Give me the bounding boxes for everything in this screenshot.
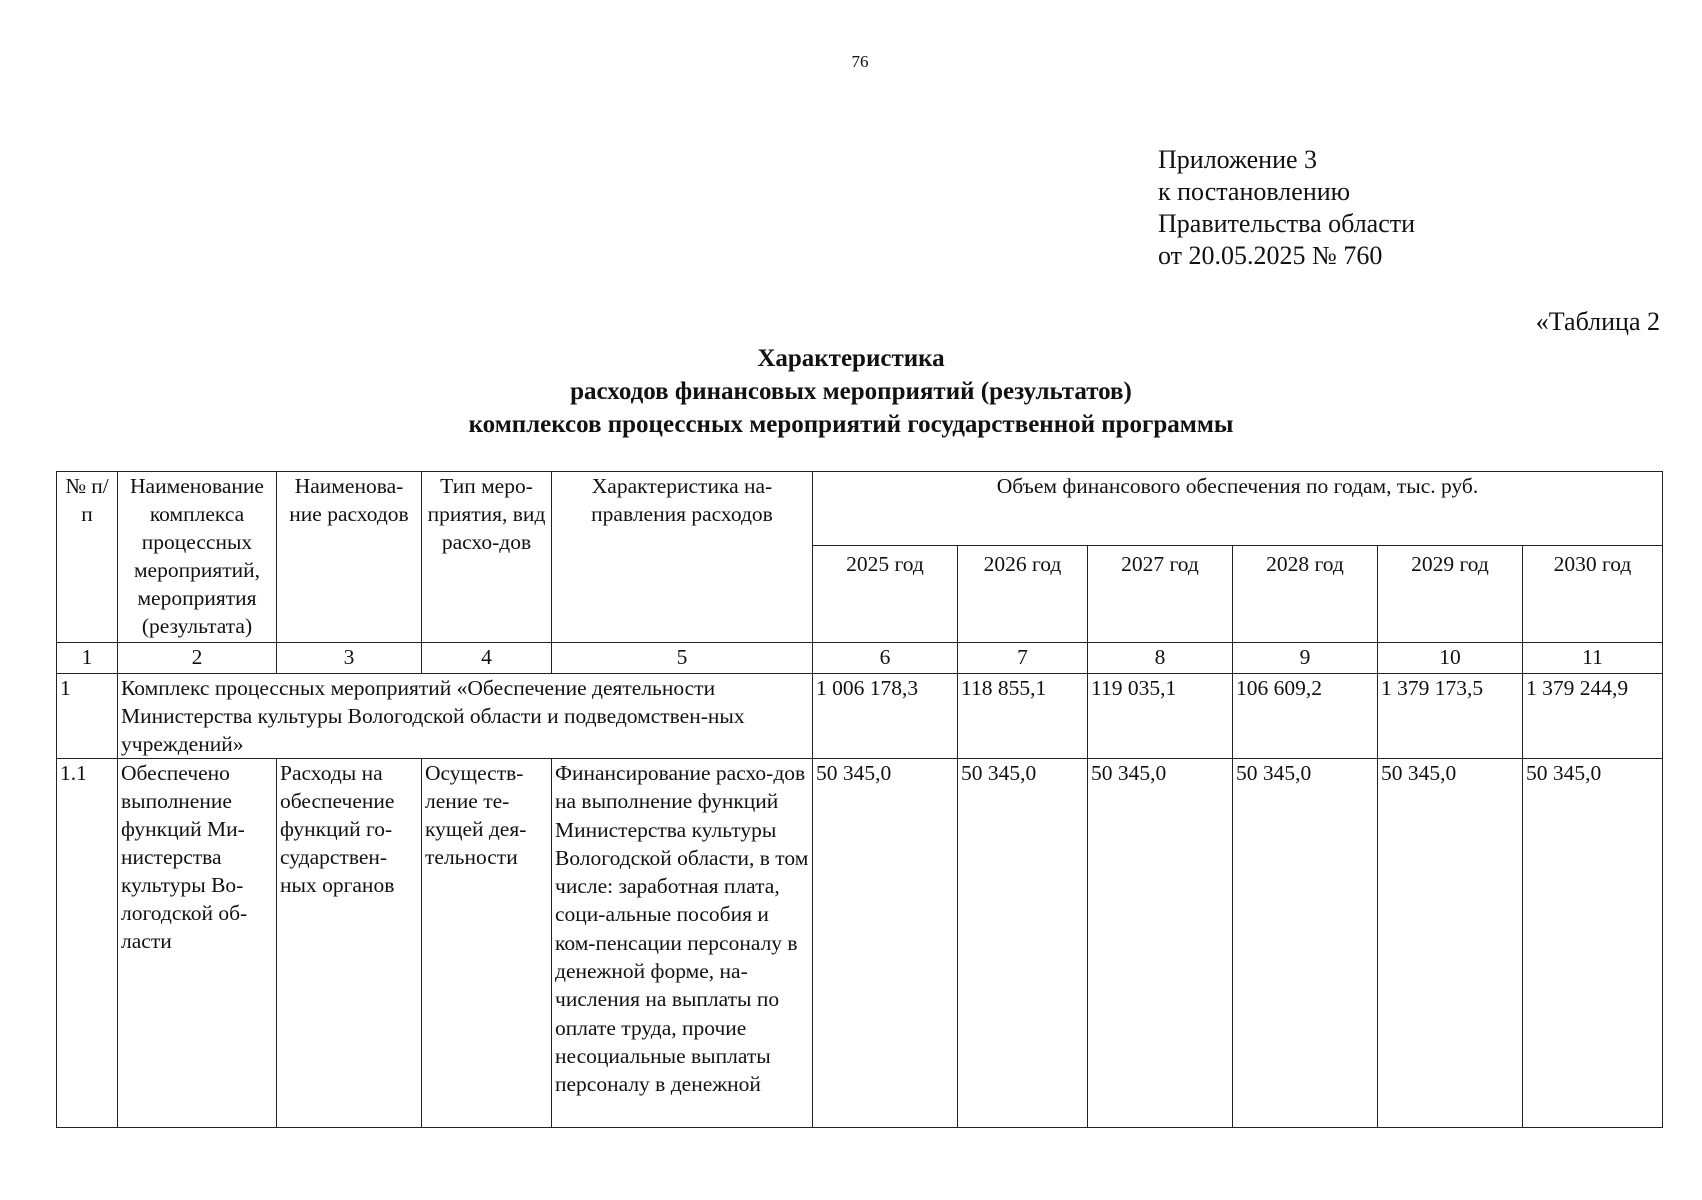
- title-line-3: комплексов процессных мероприятий государственной программы: [468, 411, 1234, 438]
- value-2026: 50 345,0: [958, 759, 1088, 1128]
- header-year: 2027 год: [1088, 546, 1233, 643]
- column-number-row: [57, 643, 1663, 674]
- expense-name: Расходы на обеспечение функций го-сударствен-ных органов: [277, 759, 422, 1128]
- table-label: «Таблица 2: [1535, 307, 1660, 336]
- column-number: 9: [1233, 643, 1378, 674]
- column-number: 1: [57, 643, 118, 674]
- column-number: 11: [1523, 643, 1663, 674]
- header-year: 2025 год: [813, 546, 958, 643]
- column-number: 8: [1088, 643, 1233, 674]
- value-2027: 50 345,0: [1088, 759, 1233, 1128]
- header-year: 2029 год: [1378, 546, 1523, 643]
- column-number: 3: [277, 643, 422, 674]
- event-type: Осуществ-ление те-кущей дея-тельности: [422, 759, 552, 1128]
- value-2025: 1 006 178,3: [813, 674, 958, 759]
- row-num: 1: [57, 674, 118, 759]
- column-number: 4: [422, 643, 552, 674]
- column-number: 2: [118, 643, 277, 674]
- table-row: [57, 759, 1663, 1128]
- value-2030: 50 345,0: [1523, 759, 1663, 1128]
- appendix-line-4: от 20.05.2025 № 760: [1158, 241, 1383, 270]
- appendix-line-3: Правительства области: [1158, 209, 1416, 238]
- value-2025: 50 345,0: [813, 759, 958, 1128]
- complex-name: Обеспечено выполнение функций Ми-нистерства культуры Во-логодской об-ласти: [118, 759, 277, 1128]
- header-characteristic: Характеристика на-правления расходов: [552, 472, 813, 643]
- complex-name: Комплекс процессных мероприятий «Обеспечение деятельности Министерства культуры Вологодской области и подведомствен-ных учреждений»: [118, 674, 813, 759]
- header-type: Тип меро-приятия, вид расхо-дов: [422, 472, 552, 643]
- column-number: 5: [552, 643, 813, 674]
- expense-characteristic: Финансирование расхо-дов на выполнение функций Министерства культуры Вологодской области, в том числе: заработная плата, соци-альные пособия и ком-пенсации персоналу в денежной форме, на-числения на выплаты по оплате труда, прочие несоциальные выплаты персоналу в денежной: [552, 759, 813, 1128]
- value-2029: 1 379 173,5: [1378, 674, 1523, 759]
- header-volume: Объем финансового обеспечения по годам, тыс. руб.: [813, 472, 1663, 546]
- column-number: 6: [813, 643, 958, 674]
- appendix-line-1: Приложение 3: [1158, 145, 1318, 174]
- table-row: [57, 674, 1663, 759]
- column-number: 10: [1378, 643, 1523, 674]
- value-2030: 1 379 244,9: [1523, 674, 1663, 759]
- value-2026: 118 855,1: [958, 674, 1088, 759]
- value-2027: 119 035,1: [1088, 674, 1233, 759]
- document-title: [0, 342, 1702, 441]
- header-year: 2030 год: [1523, 546, 1663, 643]
- appendix-line-2: к постановлению: [1158, 177, 1351, 206]
- page-number: 76: [851, 52, 869, 71]
- header-year: 2026 год: [958, 546, 1088, 643]
- value-2029: 50 345,0: [1378, 759, 1523, 1128]
- header-complex-name: Наименование комплекса процессных мероприятий, мероприятия (результата): [118, 472, 277, 643]
- title-line-1: Характеристика: [757, 345, 945, 372]
- appendix-block: [1158, 144, 1415, 272]
- financing-table: [56, 471, 1663, 1128]
- column-number: 7: [958, 643, 1088, 674]
- header-expense-name: Наименова-ние расходов: [277, 472, 422, 643]
- header-num: № п/п: [57, 472, 118, 643]
- header-year: 2028 год: [1233, 546, 1378, 643]
- row-num: 1.1: [57, 759, 118, 1128]
- value-2028: 106 609,2: [1233, 674, 1378, 759]
- title-line-2: расходов финансовых мероприятий (результатов): [570, 378, 1132, 405]
- value-2028: 50 345,0: [1233, 759, 1378, 1128]
